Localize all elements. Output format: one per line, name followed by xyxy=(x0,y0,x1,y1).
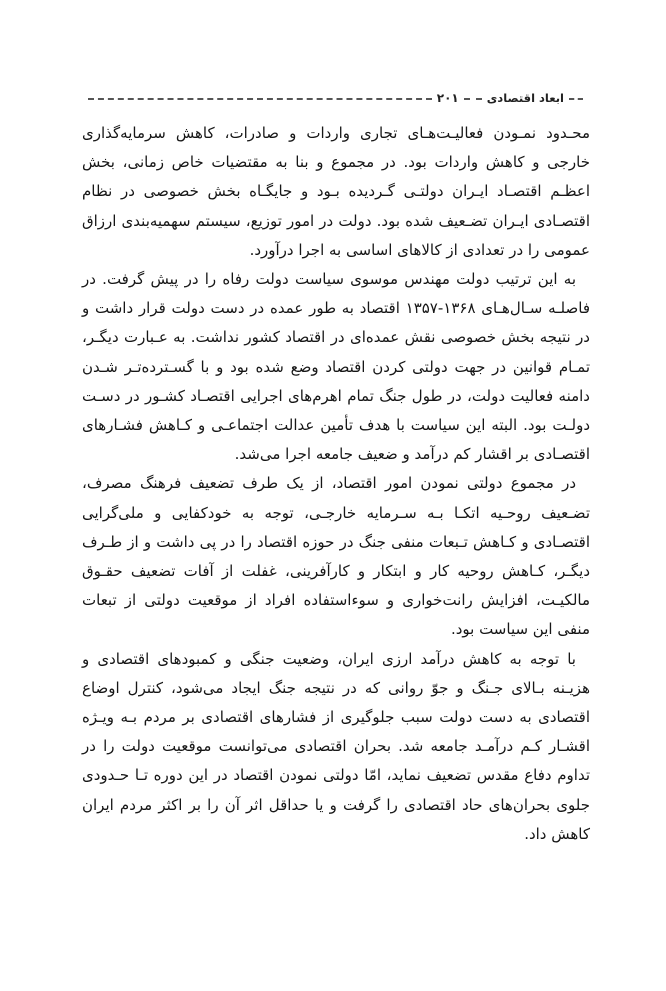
paragraph-1: محـدود نمـودن فعالیـت‌هـای تجاری واردات و صادرات، کاهش سرمایه‌گذاری خارجی و کاهش واردات بود. در مجموع و بنا به مقتضیات خاص زمانی، بخش اعظـم اقتصـاد ایـران دولتـی گـردیده بـود و جایگـاه بخش خصوصی در نظام اقتصـادی ایـران تضـعیف شده بود. دولت در امور توزیع، سیستم سهمیه‌بندی ارزاق عمومی را در تعدادی از کالاهای اساسی به اجرا درآورد. xyxy=(82,124,590,259)
running-header xyxy=(83,88,588,108)
paragraph-4: با توجه به کاهش درآمد ارزی ایران، وضعیت جنگی و کمبودهای اقتصادی و هزیـنه بـالای جـنگ و جوّ روانی که در نتیجه جنگ ایجاد می‌شود، کنترل اوضاع اقتصادی به دست دولت سبب جلوگیری از فشارهای اقتصادی بر مردم بـه ویـژه اقشـار کـم درآمـد جامعه شد. بحران اقتصادی می‌توانست موقعیت دولت را در تداوم دفاع مقدس تضعیف نماید، امّا دولتی نمودن اقتصاد در این دوره تـا حـدودی جلوی بحران‌های حاد اقتصادی را گرفت و یا حداقل اثر آن را بر اکثر مردم ایران کاهش داد. xyxy=(82,649,590,843)
paragraph-2: به این ترتیب دولت مهندس موسوی سیاست دولت رفاه را در پیش گرفت. در فاصلـه سـال‌هـای ۱۳۶۸-۱۳۵۷ اقتصاد به طور عمده در دست دولت قرار داشت و در نتیجه بخش خصوصی نقش عمده‌ای در اقتصاد کشور نداشت. به عـبارت دیگـر، تمـام قوانین در جهت دولتی کردن اقتصاد وضع شده بود و با گسـترده‌تـر شـدن دامنه فعالیت دولت، در طول جنگ تمام اهرم‌های اجرایی اقتصـاد کشـور در دسـت دولـت بود. البته این سیاست با هدف تأمین عدالت اجتماعـی و کـاهش فشـارهای اقتصـادی بر اقشار کم درآمد و ضعیف جامعه اجرا می‌شد. xyxy=(82,270,590,464)
page-number: ۲۰۱ xyxy=(436,91,459,105)
body-text xyxy=(82,119,590,849)
header-rule-middle xyxy=(464,98,482,100)
paragraph-3: در مجموع دولتی نمودن امور اقتصاد، از یک طرف تضعیف فرهنگ مصرف، تضـعیف روحـیه اتکـا بـه سـرمایه خارجـی، توجه به خودکفایی و ملی‌گرایی اقتصـادی و کـاهش تـبعات منفی جنگ در حوزه اقتصاد را در پی داشت و از طـرف دیگـر، کـاهش روحیه کار و ابتکار و کارآفرینی، غفلت از آفات تضعیف حقـوق مالکیـت، افزایش رانت‌خواری و سوءاستفاده افراد از موقعیت دولتی از تبعات منفی این سیاست بود. xyxy=(82,474,590,639)
running-header-title: ابعاد اقتصادی xyxy=(486,91,564,105)
header-rule-end xyxy=(88,98,432,100)
header-rule-start xyxy=(569,98,583,100)
